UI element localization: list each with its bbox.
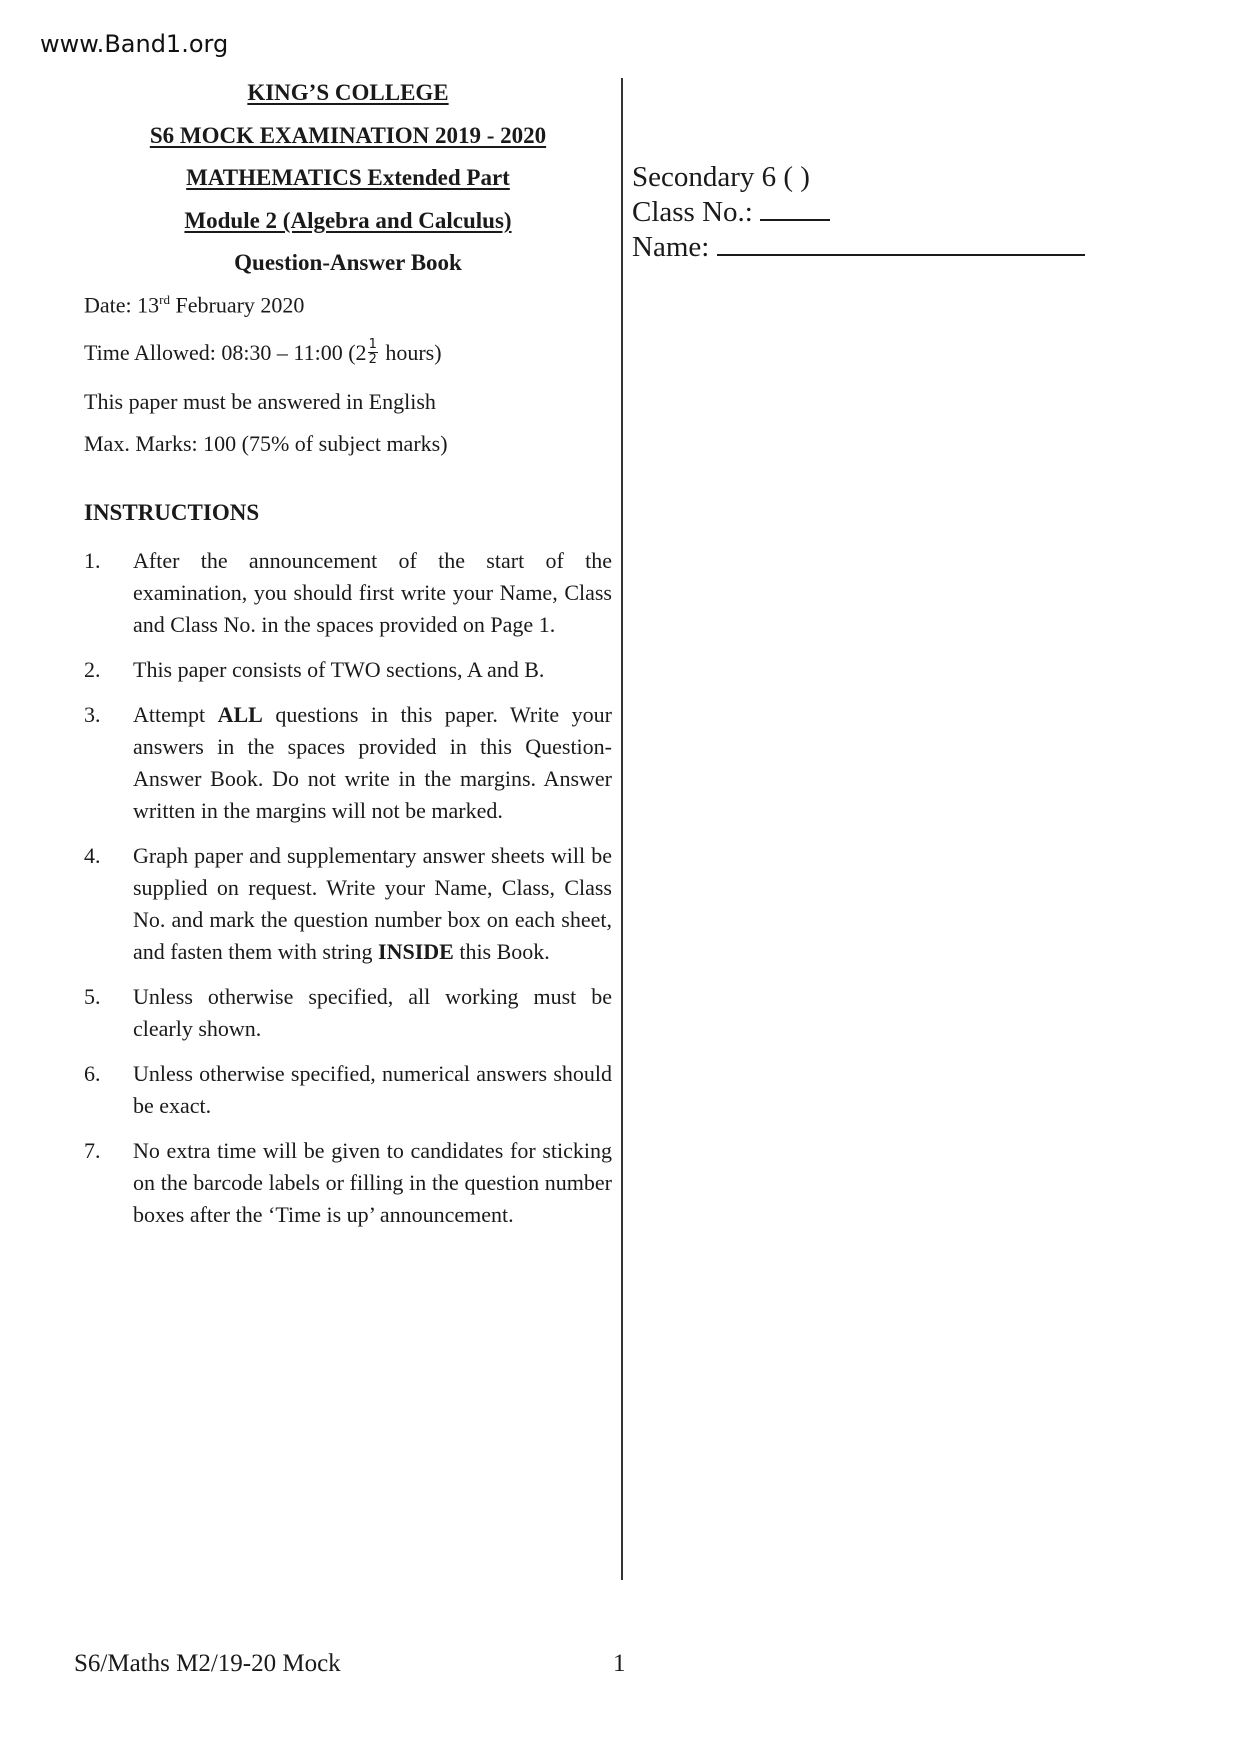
watermark: www.Band1.org (40, 30, 229, 58)
instruction-item (84, 545, 612, 641)
time-allowed (84, 337, 442, 369)
subject-title: MATHEMATICS Extended Part (186, 165, 510, 190)
column-divider (621, 78, 623, 1580)
school-name: KING’S COLLEGE (247, 80, 449, 105)
instruction-text: This paper consists of TWO sections, A and B. (133, 657, 545, 682)
instruction-text: After the announcement of the start of the examination, you should first write your Name, Class and Class No. in the spaces provided on Page 1. (133, 548, 612, 637)
instruction-number: 4. (84, 843, 101, 868)
instruction-emphasis: INSIDE (378, 939, 454, 964)
instruction-emphasis: ALL (217, 702, 263, 727)
fraction-numerator: 1 (368, 337, 377, 353)
page-number: 1 (613, 1650, 626, 1677)
instruction-number: 5. (84, 984, 101, 1009)
class-number-row (632, 195, 1085, 230)
footer-code: S6/Maths M2/19-20 Mock (74, 1650, 341, 1677)
time-suffix: hours) (379, 340, 442, 365)
instruction-text-part: Graph paper and supplementary answer sheets will be supplied on request. Write your Name, Class, Class No. and mark the question number box on each sheet, and fasten them with string (133, 843, 612, 964)
exam-date (84, 292, 304, 318)
instruction-item (84, 654, 612, 686)
max-marks: Max. Marks: 100 (75% of subject marks) (84, 431, 448, 456)
instruction-text: Unless otherwise specified, all working must be clearly shown. (133, 984, 612, 1041)
instruction-item (84, 1058, 612, 1122)
instruction-number: 1. (84, 548, 101, 573)
instruction-item (84, 981, 612, 1045)
class-number-label: Class No.: (632, 196, 761, 228)
name-row (632, 230, 1085, 265)
class-number-blank[interactable] (760, 195, 830, 221)
instruction-number: 7. (84, 1138, 101, 1163)
instruction-text-part: Attempt (133, 702, 218, 727)
language-note: This paper must be answered in English (84, 389, 436, 414)
instruction-number: 2. (84, 657, 101, 682)
name-blank[interactable] (717, 230, 1085, 256)
book-title: Question-Answer Book (234, 250, 462, 275)
secondary-class: Secondary 6 ( ) (632, 161, 810, 193)
instruction-number: 3. (84, 702, 101, 727)
instructions-title: INSTRUCTIONS (84, 500, 260, 525)
date-ordinal: rd (159, 292, 170, 307)
half-fraction (368, 338, 378, 367)
instruction-text-part: this Book. (453, 939, 550, 964)
candidate-info (632, 160, 1085, 265)
instruction-text-part: questions in this paper. Write your answers in the spaces provided in this Question-Answer Book. Do not write in the margins. Answer written in the margins will not be marked. (133, 702, 613, 823)
instruction-item (84, 840, 612, 968)
fraction-denominator: 2 (368, 352, 377, 368)
instructions-list (84, 545, 612, 1244)
time-prefix: Time Allowed: 08:30 – 11:00 (2 (84, 340, 367, 365)
instruction-text (133, 840, 612, 968)
instruction-number: 6. (84, 1061, 101, 1086)
module-title: Module 2 (Algebra and Calculus) (184, 208, 512, 233)
instruction-text: No extra time will be given to candidates for sticking on the barcode labels or filling in the question number boxes after the ‘Time is up’ announcement. (133, 1138, 612, 1227)
exam-title: S6 MOCK EXAMINATION 2019 - 2020 (149, 123, 547, 148)
instruction-text (133, 699, 612, 827)
instruction-item (84, 1135, 612, 1231)
instruction-item (84, 699, 612, 827)
date-prefix: Date: 13 (84, 292, 160, 318)
instruction-text: Unless otherwise specified, numerical answers should be exact. (133, 1061, 612, 1118)
date-suffix: February 2020 (170, 292, 305, 318)
name-label: Name: (632, 231, 717, 263)
